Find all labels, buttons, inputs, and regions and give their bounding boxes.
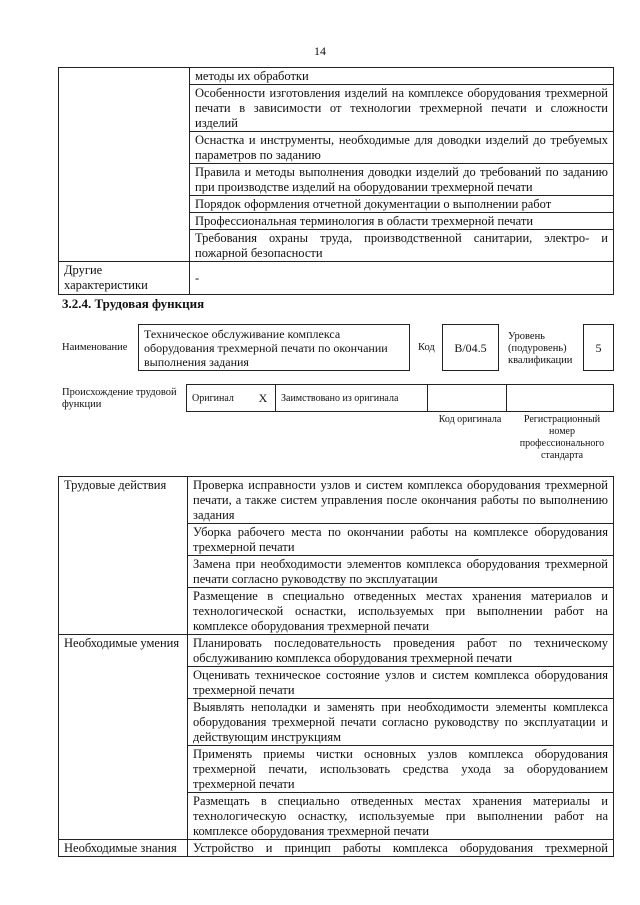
table-cell: Порядок оформления отчетной документации о выполнении работ <box>190 196 614 213</box>
origin-table <box>186 384 614 412</box>
level-box <box>583 324 614 371</box>
table-cell: Устройство и принцип работы комплекса оборудования трехмерной <box>188 840 614 857</box>
table-cell-empty <box>59 68 190 262</box>
code-label: Код <box>418 342 435 353</box>
table-row <box>59 840 614 857</box>
origin-original-label: Оригинал <box>192 393 234 404</box>
level-value: 5 <box>595 341 602 355</box>
table-cell: Особенности изготовления изделий на комплексе оборудования трехмерной печати в зависимости от технологии трехмерной печати и сложности изделий <box>190 85 614 132</box>
level-label: Уровень (подуровень) квалификации <box>508 331 573 366</box>
table-cell: Проверка исправности узлов и систем комплекса оборудования трехмерной печати, а также систем управления после окончания работы по выполнению задания <box>188 477 614 524</box>
other-characteristics-label: Другие характеристики <box>59 262 190 295</box>
function-name-value: Техническое обслуживание комплекса оборудования трехмерной печати по окончании выполнения задания <box>144 327 388 369</box>
table-cell: Правила и методы выполнения доводки изделий до требований по заданию при производстве изделий на оборудовании трехмерной печати <box>190 164 614 196</box>
reg-number-caption: Регистрационный номер профессионального стандарта <box>519 414 605 461</box>
required-knowledge-label: Необходимые знания <box>59 840 188 857</box>
page-number: 14 <box>314 44 326 58</box>
table-cell: Уборка рабочего места по окончании работы на комплексе оборудования трехмерной печати <box>188 524 614 556</box>
table-cell: Замена при необходимости элементов комплекса оборудования трехмерной печати согласно руководству по эксплуатации <box>188 556 614 588</box>
origin-reg-cell <box>507 385 613 411</box>
other-characteristics-value: - <box>190 262 614 295</box>
function-details-table <box>58 476 614 857</box>
table-cell: Профессиональная терминология в области трехмерной печати <box>190 213 614 230</box>
required-skills-label: Необходимые умения <box>59 635 188 840</box>
table-cell: Оценивать техническое состояние узлов и систем комплекса оборудования трехмерной печати <box>188 667 614 699</box>
table-row <box>59 68 614 85</box>
code-value: B/04.5 <box>454 341 487 355</box>
table-cell: Применять приемы чистки основных узлов комплекса оборудования трехмерной печати, использовать средства ухода за оборудованием трехмерной печати <box>188 746 614 793</box>
table-cell: Размещение в специально отведенных местах хранения материалов и технологической оснастки, используемых при выполнении работ на комплексе оборудования трехмерной печати <box>188 588 614 635</box>
function-name-box <box>138 324 410 371</box>
table-cell: Размещать в специально отведенных местах хранения материалы и технологическую оснастку, используемые при выполнении работ на комплексе оборудования трехмерной печати <box>188 793 614 840</box>
knowledge-table-continued <box>58 67 614 295</box>
table-cell: Оснастка и инструменты, необходимые для доводки изделий до требуемых параметров по заданию <box>190 132 614 164</box>
origin-borrowed-label: Заимствовано из оригинала <box>276 385 428 411</box>
section-title: 3.2.4. Трудовая функция <box>62 296 205 311</box>
table-row <box>59 477 614 524</box>
table-cell: методы их обработки <box>190 68 614 85</box>
origin-label: Происхождение трудовой функции <box>62 387 177 410</box>
table-row <box>59 635 614 667</box>
table-cell: Выявлять неполадки и заменять при необходимости элементы комплекса оборудования трехмерной печати согласно руководству по эксплуатации и действующим инструкциям <box>188 699 614 746</box>
table-row <box>59 262 614 295</box>
code-box <box>442 324 499 371</box>
table-cell: Планировать последовательность проведения работ по техническому обслуживанию комплекса оборудования трехмерной печати <box>188 635 614 667</box>
name-label: Наименование <box>62 342 128 353</box>
table-cell: Требования охраны труда, производственной санитарии, электро- и пожарной безопасности <box>190 230 614 262</box>
labor-actions-label: Трудовые действия <box>59 477 188 635</box>
origin-code-cell <box>428 385 507 411</box>
code-original-caption: Код оригинала <box>438 414 502 425</box>
origin-mark: X <box>251 385 276 411</box>
